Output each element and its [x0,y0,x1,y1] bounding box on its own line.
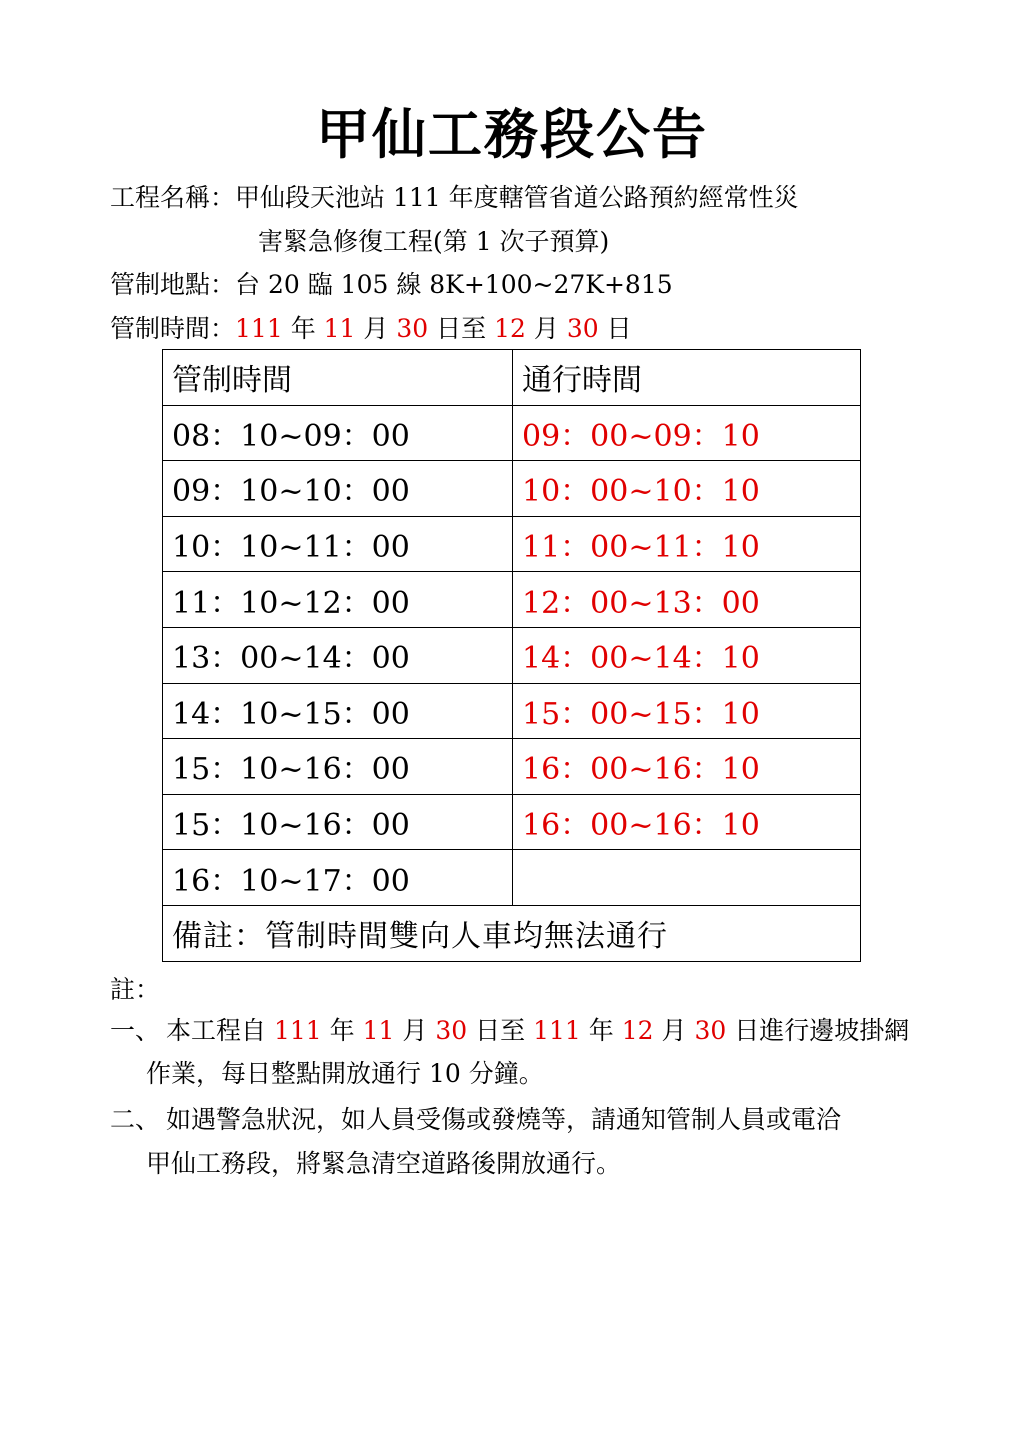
table-row [163,461,861,517]
project-name-line-1 [110,180,799,216]
note-1-mark: 一、 [110,1016,161,1045]
control-time-cell: 16：10~17：00 [163,850,513,906]
table-row [163,683,861,739]
pass-time-cell: 16：00~16：10 [513,794,861,850]
control-time-cell: 08：10~09：00 [163,405,513,461]
period-start-day: 30 [396,314,429,343]
note-1-text: 日進行邊坡掛網 [734,1016,910,1045]
note-1-text: 月 [402,1016,428,1045]
control-time-cell: 09：10~10：00 [163,461,513,517]
note-1-start-month: 11 [362,1016,395,1045]
control-period-label: 管制時間： [110,314,236,343]
period-end-day-unit: 日 [606,314,632,343]
table-remark: 備註：管制時間雙向人車均無法通行 [163,905,861,961]
table-row [163,516,861,572]
note-2-mark: 二、 [110,1105,161,1134]
note-1-start-day: 30 [435,1016,468,1045]
table-row [163,794,861,850]
control-time-cell: 15：10~16：00 [163,739,513,795]
period-end-month-unit: 月 [533,314,559,343]
control-time-cell: 13：00~14：00 [163,627,513,683]
control-time-cell: 14：10~15：00 [163,683,513,739]
note-1-text: 月 [661,1016,687,1045]
pass-time-cell: 10：00~10：10 [513,461,861,517]
control-period [110,311,632,347]
period-start-month: 11 [323,314,356,343]
period-day-unit: 日至 [436,314,487,343]
note-item-1 [110,1013,909,1049]
control-time-cell: 15：10~16：00 [163,794,513,850]
table-row [163,627,861,683]
pass-time-cell [513,850,861,906]
pass-time-cell: 15：00~15：10 [513,683,861,739]
schedule-table [162,349,861,962]
table-row [163,739,861,795]
control-time-cell: 11：10~12：00 [163,572,513,628]
note-2-text: 如遇警急狀況，如人員受傷或發燒等，請通知管制人員或電洽 [166,1105,842,1134]
header-pass-time: 通行時間 [513,350,861,406]
control-location [110,267,673,303]
pass-time-cell: 16：00~16：10 [513,739,861,795]
pass-time-cell: 09：00~09：10 [513,405,861,461]
control-location-value: 台 20 臨 105 線 8K+100~27K+815 [235,270,673,299]
note-1-text: 年 [329,1016,355,1045]
note-item-1-line-2: 作業，每日整點開放通行 10 分鐘。 [146,1059,544,1088]
period-end-month: 12 [494,314,526,343]
pass-time-cell: 11：00~11：10 [513,516,861,572]
header-control-time: 管制時間 [163,350,513,406]
control-time-cell: 10：10~11：00 [163,516,513,572]
table-header-row [163,350,861,406]
note-1-end-day: 30 [694,1016,727,1045]
period-year-unit: 年 [290,314,316,343]
note-1-text: 本工程自 [166,1016,267,1045]
period-month-unit: 月 [363,314,389,343]
control-location-label: 管制地點： [110,270,236,299]
note-item-2 [110,1102,841,1138]
table-row [163,850,861,906]
notice-title: 甲仙工務段公告 [316,103,708,166]
pass-time-cell: 14：00~14：10 [513,627,861,683]
project-name-line-2: 害緊急修復工程(第 1 次子預算) [258,227,610,256]
note-item-2-line-2: 甲仙工務段，將緊急清空道路後開放通行。 [146,1149,622,1178]
table-row [163,572,861,628]
note-1-text: 年 [588,1016,614,1045]
project-name-value: 甲仙段天池站 111 年度轄管省道公路預約經常性災 [235,183,799,212]
note-1-end-month: 12 [621,1016,654,1045]
table-row [163,405,861,461]
period-start-year: 111 [235,314,283,343]
project-name-label: 工程名稱： [110,183,236,212]
notes-heading: 註： [110,975,161,1004]
pass-time-cell: 12：00~13：00 [513,572,861,628]
note-1-end-year: 111 [533,1016,581,1045]
note-1-start-year: 111 [273,1016,322,1045]
note-1-text: 日至 [475,1016,526,1045]
period-end-day: 30 [566,314,599,343]
table-remark-row [163,905,861,961]
